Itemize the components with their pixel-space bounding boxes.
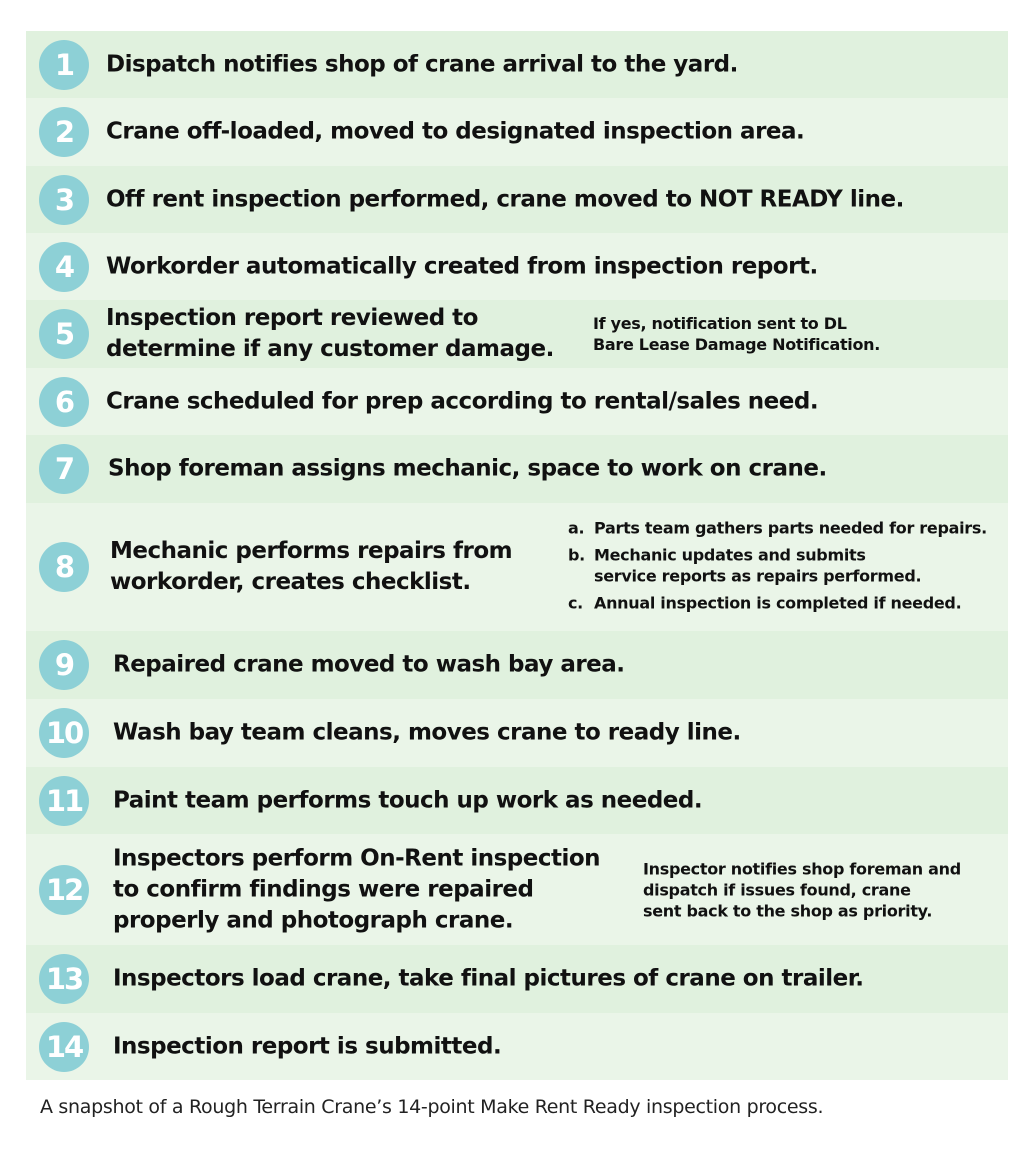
step-text-line: determine if any customer damage. [106,336,554,362]
substep-a [568,518,987,539]
step-number-badge: 11 [39,776,89,826]
step-text [106,303,554,365]
step-number-badge: 5 [39,309,89,359]
step-row-6 [26,368,1008,435]
substep-b [568,545,987,587]
step-text: Crane off-loaded, moved to designated inspection area. [106,118,805,145]
substep-text-line: service reports as repairs performed. [594,566,922,586]
step-number-badge: 13 [39,954,89,1004]
step-row-7 [26,435,1008,503]
substep-text-line: Mechanic updates and submits [594,545,866,565]
step-text-line: Mechanic performs repairs from [110,538,513,564]
not-ready-emphasis: NOT READY [699,186,843,212]
step-row-5 [26,300,1008,368]
step-number-badge: 4 [39,242,89,292]
substep-marker: a. [568,518,585,538]
step-row-13 [26,945,1008,1013]
substep-c [568,593,987,614]
substep-text [594,545,921,587]
step-row-4 [26,233,1008,300]
figure-caption: A snapshot of a Rough Terrain Crane’s 14-point Make Rent Ready inspection process. [40,1096,824,1118]
step-text-part: Off rent inspection performed, crane moved to [106,186,700,212]
step-number-badge: 7 [39,444,89,494]
step-row-2 [26,98,1008,166]
step-text: Paint team performs touch up work as needed. [113,787,703,813]
step-text [110,536,512,598]
step-number-badge: 8 [39,542,89,592]
step-row-10 [26,699,1008,767]
step-number-badge: 9 [39,640,89,690]
step-number-badge: 14 [39,1022,89,1072]
step-text-line: to confirm findings were repaired [113,876,534,902]
step-text [106,184,904,215]
step-row-1 [26,31,1008,98]
step-text: Inspectors load crane, take final pictures of crane on trailer. [113,965,864,992]
step-number-badge: 6 [39,377,89,427]
step-substeps [568,515,987,620]
step-note-line: dispatch if issues found, crane [643,880,911,899]
step-row-11 [26,767,1008,834]
step-note-line: If yes, notification sent to DL [593,314,847,333]
step-text-line: Inspectors perform On-Rent inspection [113,845,601,871]
substep-marker: b. [568,545,585,565]
step-text: Repaired crane moved to wash bay area. [113,651,625,678]
step-text: Dispatch notifies shop of crane arrival to the yard. [106,51,738,77]
step-text: Crane scheduled for prep according to rental/sales need. [106,388,819,414]
step-text-line: properly and photograph crane. [113,907,514,933]
step-note [643,858,961,921]
substep-marker: c. [568,593,583,613]
step-text-line: Inspection report reviewed to [106,305,478,331]
step-note-line: sent back to the shop as priority. [643,901,933,920]
step-number-badge: 2 [39,107,89,157]
step-note-line: Bare Lease Damage Notification. [593,335,881,354]
process-steps-table [26,31,1008,1080]
step-text-part: line. [842,186,904,212]
step-number-badge: 10 [39,708,89,758]
step-row-3 [26,166,1008,233]
step-text [113,843,600,936]
step-number-badge: 3 [39,175,89,225]
substep-text: Parts team gathers parts needed for repairs. [594,518,987,538]
step-number-badge: 1 [39,40,89,90]
step-note [593,313,880,355]
step-row-14 [26,1013,1008,1080]
step-number-badge: 12 [39,865,89,915]
step-row-12 [26,834,1008,945]
step-text: Inspection report is submitted. [113,1033,502,1059]
step-text: Wash bay team cleans, moves crane to ready line. [113,719,741,746]
step-note-line: Inspector notifies shop foreman and [643,859,961,878]
substep-text: Annual inspection is completed if needed. [594,593,962,613]
step-row-9 [26,631,1008,699]
step-text: Shop foreman assigns mechanic, space to work on crane. [108,455,827,482]
step-row-8 [26,503,1008,631]
step-text-line: workorder, creates checklist. [110,569,471,595]
step-text: Workorder automatically created from inspection report. [106,253,818,279]
